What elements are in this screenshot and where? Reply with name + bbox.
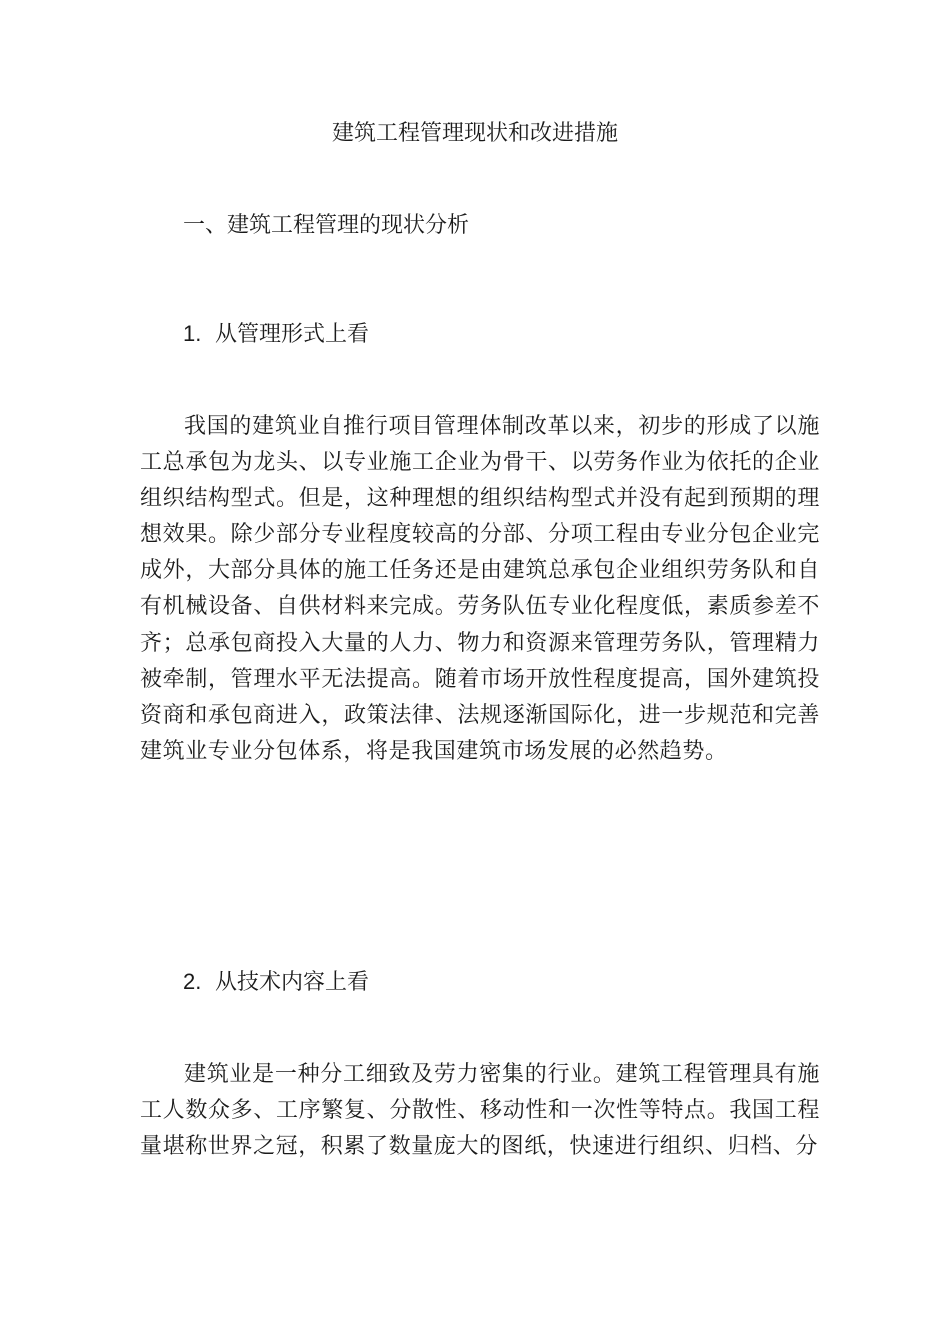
subsection-heading-2	[183, 966, 369, 999]
subsection-number-1: 1.	[183, 321, 202, 346]
section-heading-1: 一、建筑工程管理的现状分析	[183, 213, 470, 238]
subsection-title-1: 从管理形式上看	[215, 322, 370, 347]
subsection-number-2: 2.	[183, 969, 202, 994]
paragraph-management-form: 我国的建筑业自推行项目管理体制改革以来，初步的形成了以施工总承包为龙头、以专业施工企业为骨干、以劳务作业为依托的企业组织结构型式。但是，这种理想的组织结构型式并没有起到预期的理想效果。除少部分专业程度较高的分部、分项工程由专业分包企业完成外，大部分具体的施工任务还是由建筑总承包企业组织劳务队和自有机械设备、自供材料来完成。劳务队伍专业化程度低，素质参差不齐；总承包商投入大量的人力、物力和资源来管理劳务队，管理精力被牵制，管理水平无法提高。随着市场开放性程度提高，国外建筑投资商和承包商进入，政策法律、法规逐渐国际化，进一步规范和完善建筑业专业分包体系，将是我国建筑市场发展的必然趋势。	[140, 414, 820, 764]
paragraph-technical-content: 建筑业是一种分工细致及劳力密集的行业。建筑工程管理具有施工人数众多、工序繁复、分散性、移动性和一次性等特点。我国工程量堪称世界之冠，积累了数量庞大的图纸，快速进行组织、归档、分	[140, 1062, 820, 1160]
subsection-heading-1	[183, 318, 369, 351]
document-title: 建筑工程管理现状和改进措施	[331, 121, 618, 146]
subsection-title-2: 从技术内容上看	[215, 970, 370, 995]
